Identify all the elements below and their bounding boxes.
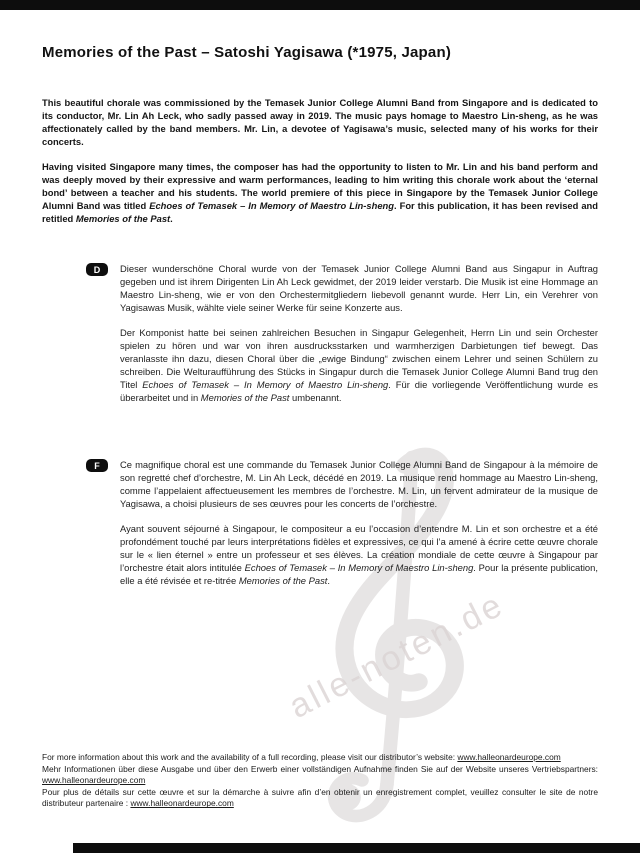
footer-distributor-info: [42, 752, 598, 810]
distributor-website-link[interactable]: www.halleonardeurope.com: [457, 752, 561, 762]
text-segment: umbenannt.: [289, 392, 342, 403]
text-segment: This beautiful chorale was commissioned by the Temasek Junior College Alumni Band from Singapore and is dedicated to its conductor, Mr. Lin Ah Leck, who sadly passed away in 2019. The music pays homage to Maestro Lin-sheng, as he was affectionately called by the band members. Mr. Lin, a devotee of Yagisawa’s music, selected many of his works for their concerts.: [42, 97, 598, 147]
text-segment: Pour plus de détails sur cette œuvre et sur la démarche à suivre afin d’en obtenir un enregistrement complet, veuillez consulter le site de notre distributeur partenaire :: [42, 786, 598, 809]
text-segment: . Pour la présente publication, elle a été révisée et re-titrée: [120, 562, 598, 586]
text-segment: Der Komponist hatte bei seinen zahlreichen Besuchen in Singapur Gelegenheit, Herrn Lin und sein Orchester spielen zu hören und war von ihren ausdrucksstarken und warmherzigen Darbietungen tief bewegt. Das veranlasste ihn dazu, diesen Choral über die „ewige Bindung“ zwischen einem Lehrer und seinen Schülern zu schreiben. Die Welturaufführung des Stücks in Singapur durch die Temasek Junior College Alumni Band trug den Titel: [120, 327, 598, 390]
english-notes-section: [42, 96, 598, 237]
text-segment: For more information about this work and the availability of a full recording, please visit our distributor’s website:: [42, 752, 458, 762]
french-paragraph-1: [120, 458, 598, 510]
german-paragraph-2: [120, 326, 598, 404]
french-paragraph-2: [120, 522, 598, 587]
text-segment: Memories of the Past: [75, 213, 171, 224]
text-segment: Ayant souvent séjourné à Singapour, le compositeur a eu l’occasion d’entendre M. Lin et son orchestre et a été profondément touché par leurs interprétations fidèles et expressives, ce qui l’a amené à écrire cette œuvre chorale sur le « lien éternel » entre un professeur et ses élèves. La création mondiale de cette œuvre à Singapour par l’orchestre était alors intitulée: [120, 523, 598, 573]
footer-line-french: [42, 787, 598, 810]
text-segment: Dieser wunderschöne Choral wurde von der Temasek Junior College Alumni Band aus Singapur in Auftrag gegeben und ist ihrem Dirigenten Lin Ah Leck gewidmet, der 2019 leider verstarb. Die Musik ist eine Hommage an Maestro Lin-sheng, wie er von den Orchestermitgliedern liebevoll genannt wurde. Herr Lin, ein Verehrer von Yagisawas Musik, wählte viele seiner Werke für seine Konzerte aus.: [120, 263, 598, 313]
text-segment: .: [170, 213, 173, 224]
german-language-badge: D: [86, 263, 108, 276]
page-title: Memories of the Past – Satoshi Yagisawa (*1975, Japan): [42, 44, 452, 61]
footer-line-english: [42, 752, 598, 764]
distributor-website-link[interactable]: www.halleonardeurope.com: [130, 798, 234, 809]
watermark-text: alle-noten.de: [283, 585, 511, 726]
text-segment: Echoes of Temasek – In Memory of Maestro Lin-sheng: [244, 562, 474, 573]
text-segment: Echoes of Temasek – In Memory of Maestro Lin-sheng: [149, 200, 395, 211]
german-notes-section: [120, 262, 598, 416]
text-segment: Ce magnifique choral est une commande du Temasek Junior College Alumni Band de Singapour à la mémoire de son regretté chef d’orchestre, M. Lin Ah Leck, décédé en 2019. La musique rend hommage au Maestro Lin-sheng, comme l’appelaient affectueusement les membres de l’orchestre. M. Lin, un fervent admirateur de la musique de Yagisawa, a choisi plusieurs de ses œuvres pour les concerts de l’orchestre.: [120, 459, 598, 509]
text-segment: . Für die vorliegende Veröffentlichung wurde es überarbeitet und in: [120, 379, 598, 403]
distributor-website-link[interactable]: www.halleonardeurope.com: [42, 775, 146, 786]
text-segment: . For this publication, it has been revised and retitled: [42, 200, 598, 224]
text-segment: Having visited Singapore many times, the composer has had the opportunity to listen to Mr. Lin and his band perform and was deeply moved by their expressive and warm performances, leading to him writing this chorale work about the ‘eternal bond’ between a teacher and his students. The world premiere of this piece in Singapore by the Temasek Junior College Alumni Band was titled: [42, 161, 598, 211]
text-segment: Echoes of Temasek – In Memory of Maestro Lin-sheng: [142, 379, 389, 390]
bottom-border-bar: [73, 843, 640, 853]
text-segment: Memories of the Past: [238, 575, 328, 586]
german-paragraph-1: [120, 262, 598, 314]
english-paragraph-2: [42, 160, 598, 225]
text-segment: .: [327, 575, 330, 586]
english-paragraph-1: [42, 96, 598, 148]
footer-line-german: [42, 764, 598, 787]
french-language-badge: F: [86, 459, 108, 472]
french-notes-section: [120, 458, 598, 599]
top-border-bar: [0, 0, 640, 10]
text-segment: Mehr Informationen über diese Ausgabe und über den Erwerb einer vollständigen Aufnahme finden Sie auf der Website unseres Vertriebspartners:: [42, 763, 598, 774]
text-segment: Memories of the Past: [200, 392, 290, 403]
